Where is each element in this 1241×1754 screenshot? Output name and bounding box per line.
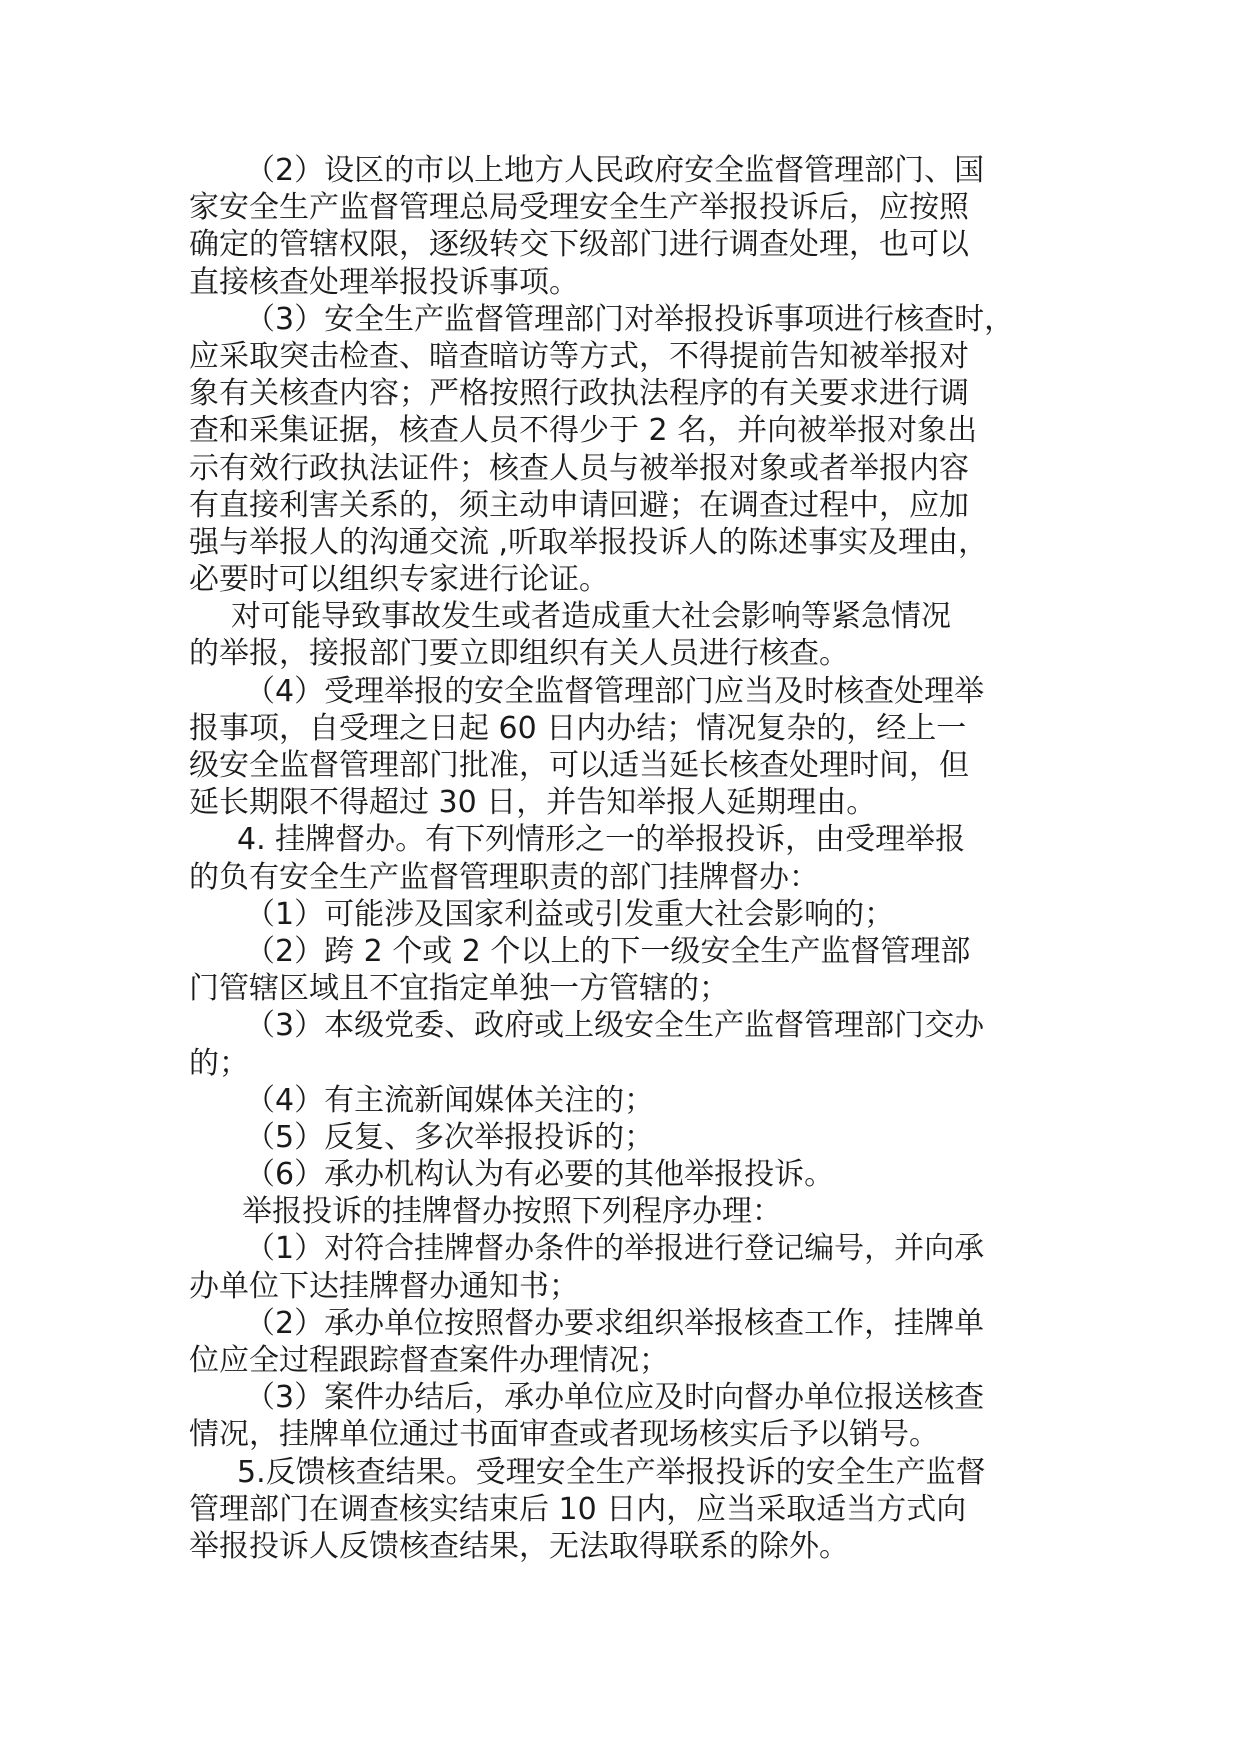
text-line: 象有关核查内容；严格按照行政执法程序的有关要求进行调 [189, 376, 969, 412]
text-line: （4）受理举报的安全监督管理部门应当及时核查处理举 [245, 673, 985, 709]
text-line: 举报投诉人反馈核查结果，无法取得联系的除外。 [189, 1528, 849, 1564]
paragraph-p11 [189, 1156, 1069, 1193]
text-line: （2）设区的市以上地方人民政府安全监督管理部门、国 [245, 153, 985, 188]
text-line: 延长期限不得超过 30 日，并告知举报人延期理由。 [189, 785, 877, 821]
text-line: 举报投诉的挂牌督办按照下列程序办理： [242, 1194, 782, 1230]
paragraph-p2 [189, 301, 1069, 599]
paragraph-p15 [189, 1379, 1069, 1453]
text-line: 家安全生产监督管理总局受理安全生产举报投诉后，应按照 [189, 190, 969, 226]
paragraph-p4 [189, 673, 1069, 822]
text-line: （3）案件办结后，承办单位应及时向督办单位报送核查 [245, 1380, 985, 1416]
paragraph-p7 [189, 933, 1069, 1007]
paragraph-p3 [189, 598, 1069, 672]
text-line: （5）反复、多次举报投诉的； [245, 1119, 655, 1155]
text-line: （1）可能涉及国家利益或引发重大社会影响的； [245, 896, 895, 932]
text-line: （2）跨 2 个或 2 个以上的下一级安全生产监督管理部 [245, 933, 971, 969]
text-line: （2）承办单位按照督办要求组织举报核查工作，挂牌单 [245, 1305, 985, 1341]
text-line: 4. 挂牌督办。有下列情形之一的举报投诉，由受理举报 [237, 822, 966, 858]
text-line: （1）对符合挂牌督办条件的举报进行登记编号，并向承 [245, 1231, 985, 1267]
text-line: 强与举报人的沟通交流 ,听取举报投诉人的陈述事实及理由， [189, 524, 989, 560]
text-line: 查和采集证据，核查人员不得少于 2 名，并向被举报对象出 [189, 413, 978, 449]
text-line: 必要时可以组织专家进行论证。 [189, 562, 609, 598]
text-line: 的； [189, 1045, 249, 1081]
text-line: 办单位下达挂牌督办通知书； [189, 1268, 579, 1304]
text-line: 5.反馈核查结果。受理安全生产举报投诉的安全生产监督 [237, 1454, 986, 1490]
text-line: （4）有主流新闻媒体关注的； [245, 1082, 655, 1118]
text-line: 管理部门在调查核实结束后 10 日内，应当采取适当方式向 [189, 1491, 967, 1527]
text-line: 级安全监督管理部门批准，可以适当延长核查处理时间，但 [189, 748, 969, 783]
text-line: 的举报，接报部门要立即组织有关人员进行核查。 [189, 636, 849, 672]
paragraph-p9 [189, 1082, 1069, 1119]
paragraph-p6 [189, 896, 1069, 933]
text-line: 门管辖区域且不宜指定单独一方管辖的； [189, 971, 729, 1007]
paragraph-p5 [189, 821, 1069, 895]
text-line: （6）承办机构认为有必要的其他举报投诉。 [245, 1157, 835, 1193]
text-line: 的负有安全生产监督管理职责的部门挂牌督办： [189, 859, 819, 895]
document-body [189, 152, 1069, 1565]
text-line: 位应全过程跟踪督查案件办理情况； [189, 1343, 669, 1378]
text-line: 确定的管辖权限，逐级转交下级部门进行调查处理，也可以 [189, 227, 969, 263]
text-line: 示有效行政执法证件；核查人员与被举报对象或者举报内容 [189, 450, 969, 486]
text-line: 情况，挂牌单位通过书面审查或者现场核实后予以销号。 [189, 1417, 939, 1453]
paragraph-p1 [189, 152, 1069, 301]
text-line: 有直接利害关系的，须主动申请回避；在调查过程中，应加 [189, 487, 969, 523]
text-line: 报事项，自受理之日起 60 日内办结；情况复杂的，经上一 [189, 710, 967, 746]
paragraph-p12 [189, 1193, 1069, 1230]
text-line: 直接核查处理举报投诉事项。 [189, 264, 579, 300]
paragraph-p8 [189, 1007, 1069, 1081]
paragraph-p10 [189, 1119, 1069, 1156]
paragraph-p14 [189, 1305, 1069, 1379]
paragraph-p13 [189, 1230, 1069, 1304]
paragraph-p16 [189, 1454, 1069, 1566]
text-line: 对可能导致事故发生或者造成重大社会影响等紧急情况 [231, 599, 951, 635]
text-line: （3）安全生产监督管理部门对举报投诉事项进行核查时， [245, 301, 1015, 337]
text-line: 应采取突击检查、暗查暗访等方式，不得提前告知被举报对 [189, 338, 969, 374]
text-line: （3）本级党委、政府或上级安全生产监督管理部门交办 [245, 1008, 985, 1044]
